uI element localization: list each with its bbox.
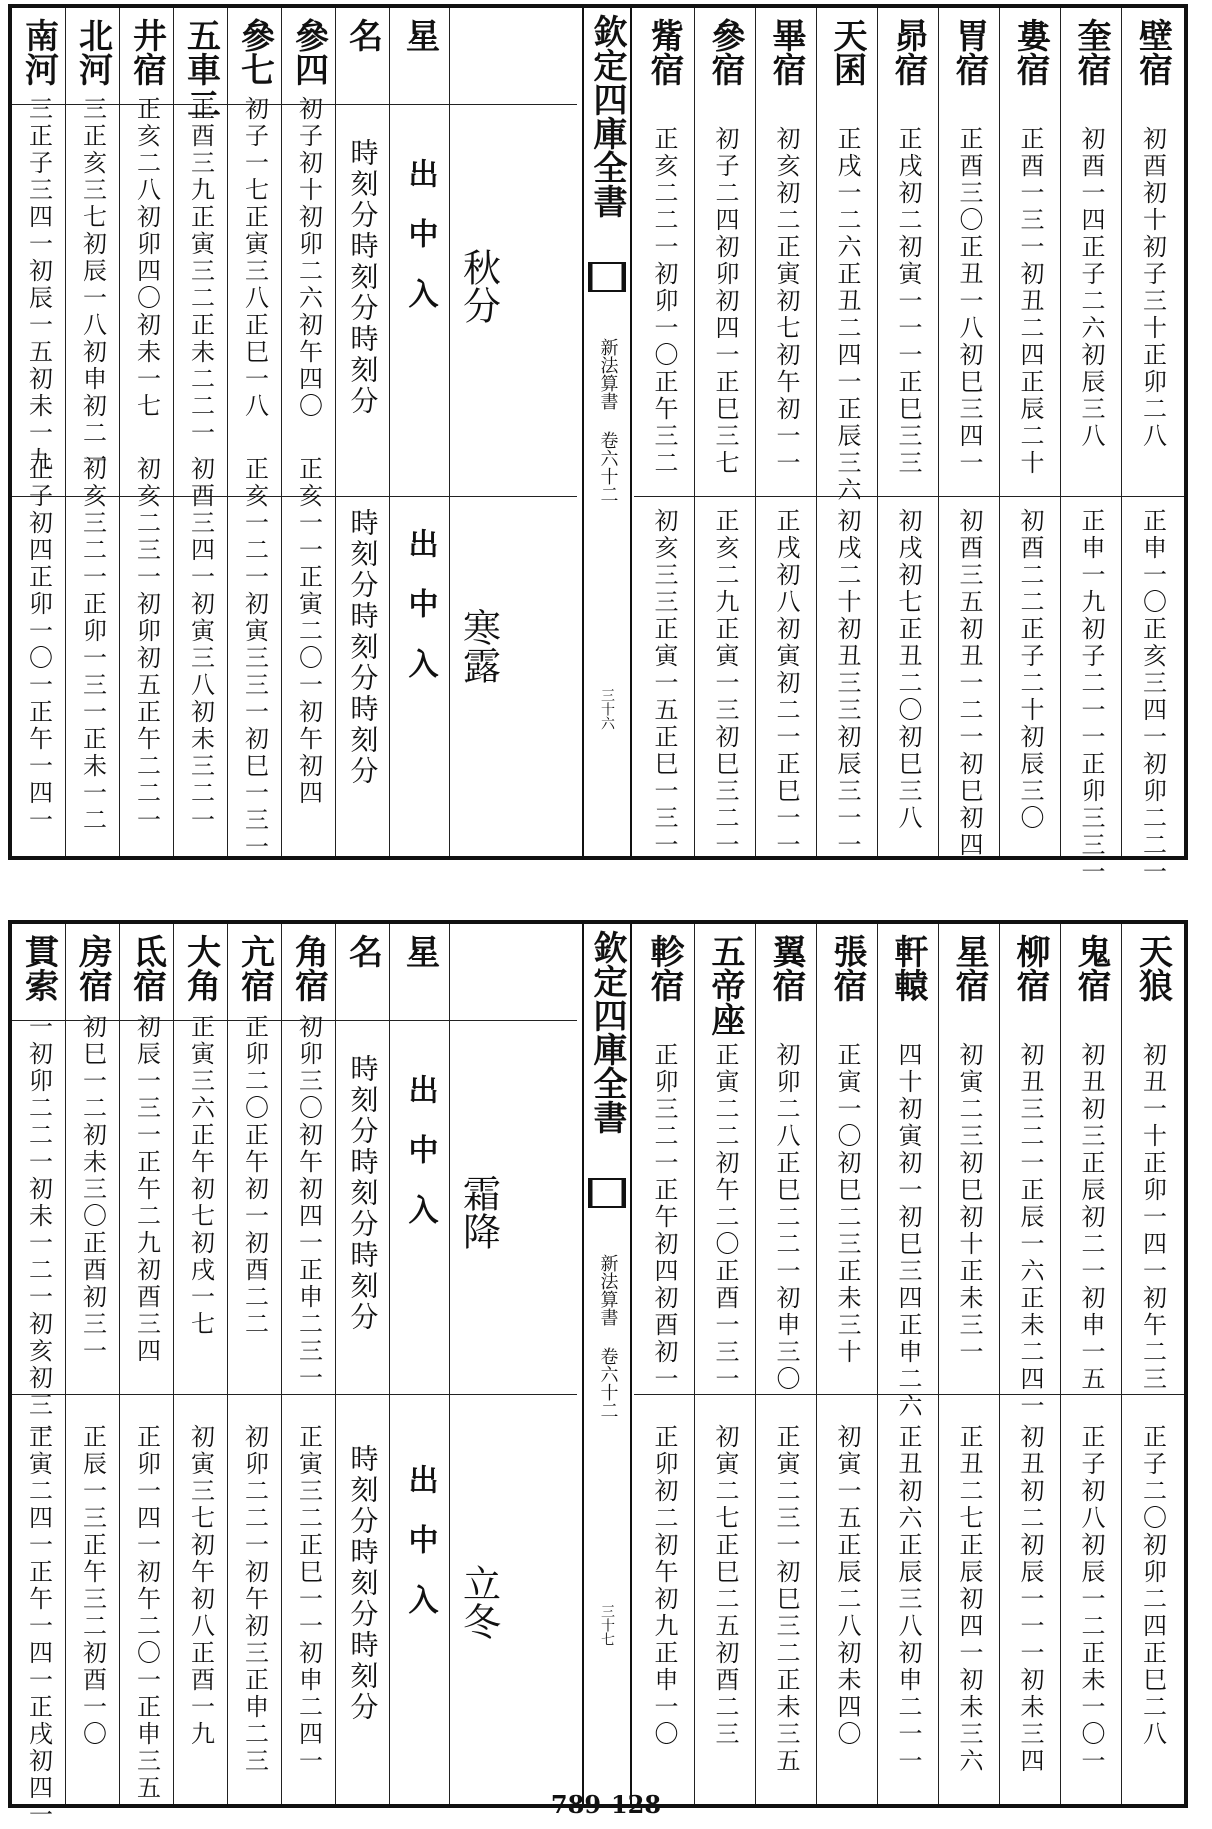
star-values-top: 一初卯二二一初未一二一初亥初三一 — [24, 1014, 53, 1446]
star-values-bottom: 初亥三三正寅一五正巳一三一 — [650, 508, 678, 859]
star-column — [12, 924, 66, 1829]
star-values-bottom: 初戌二十初丑三三初辰三一一 — [833, 508, 861, 859]
star-values-bottom: 正子二〇初卯二四正巳二八 — [1138, 1424, 1167, 1748]
star-column — [1061, 8, 1122, 886]
star-values-bottom: 正寅二三一初巳三二正未三五 — [772, 1424, 800, 1775]
book-spine — [582, 924, 632, 1804]
star-name: 參七 — [234, 18, 275, 86]
star-name: 參宿 — [705, 18, 745, 86]
star-name: 軒轅 — [888, 934, 928, 1002]
solar-term-b: 立冬 — [456, 1564, 501, 1640]
star-values-bottom: 初酉三四一初寅三八初未三二一 — [186, 456, 215, 834]
star-values-top: 正酉三九正寅三二正未二二一 — [186, 96, 215, 447]
unit-header-bottom: 時刻分時刻分時刻分 — [346, 1444, 380, 1723]
star-values-top: 正戌一二六正丑二四一正辰三六 — [833, 126, 861, 504]
star-values-bottom: 正丑二七正辰初四一初未三六 — [955, 1424, 983, 1775]
star-values-bottom: 初寅三七初午初八正酉一九 — [186, 1424, 215, 1748]
star-column — [12, 8, 66, 856]
star-values-bottom: 正亥二九正寅一三初巳三二一 — [711, 508, 739, 859]
star-column — [174, 924, 228, 1804]
star-values-top: 初丑初三正辰初二一初申一五 — [1077, 1042, 1105, 1393]
bottom-left-page — [12, 924, 577, 1829]
solar-term-b: 寒露 — [456, 608, 501, 684]
star-values-top: 正酉三〇正丑一八初巳三四一 — [955, 126, 983, 477]
middle-rule — [634, 496, 1184, 497]
star-values-top: 正戌初二初寅一一一正巳三三 — [894, 126, 922, 477]
star-values-bottom: 正申一〇正亥三四一初卯二二一 — [1138, 508, 1167, 886]
star-values-bottom: 初丑初二初辰一一一初未三四 — [1016, 1424, 1044, 1775]
star-values-bottom: 正卯一四一初午二〇一正申三五 — [132, 1424, 161, 1802]
star-values-top: 正寅一〇初巳二三正未三十 — [833, 1042, 861, 1366]
rise-culm-set-bottom: 出 中 入 — [402, 1464, 438, 1614]
star-values-top: 正寅三六正午初七初戌一七 — [186, 1014, 215, 1338]
star-name: 觜宿 — [644, 18, 684, 86]
star-name: 張宿 — [827, 934, 867, 1002]
star-values-bottom: 正卯初二初午初九正申一〇 — [650, 1424, 678, 1748]
star-name: 鬼宿 — [1071, 934, 1111, 1002]
star-column — [228, 8, 282, 861]
fish-tail-ornament — [588, 1178, 626, 1208]
star-values-top: 四十初寅初一初巳三四正申二六 — [894, 1042, 922, 1420]
star-values-bottom: 初寅二七正巳二五初酉二三 — [711, 1424, 739, 1748]
star-column — [878, 8, 939, 856]
bottom-right-page — [634, 924, 1184, 1804]
star-name: 壁宿 — [1132, 18, 1173, 86]
star-values-top: 三正子三四一初辰一五初未一九 — [24, 96, 53, 474]
header-column — [336, 924, 390, 1804]
star-label-column — [390, 8, 450, 856]
solar-term-column — [450, 924, 508, 1804]
star-label: 星 — [399, 18, 440, 52]
star-values-top: 正卯三二一正午初四初酉初一 — [650, 1042, 678, 1393]
star-values-top: 正亥二八初卯四〇初未一七 — [132, 96, 161, 420]
star-values-top: 正寅二二初午二〇正酉一三一 — [711, 1042, 739, 1393]
top-right-page — [634, 8, 1184, 886]
star-column — [1122, 8, 1183, 886]
star-name: 昴宿 — [888, 18, 928, 86]
star-column — [695, 924, 756, 1804]
star-values-bottom: 正亥一一正寅二〇一初午初四 — [294, 456, 323, 807]
star-values-top: 初丑三二一正辰一六正未二四一 — [1016, 1042, 1044, 1420]
star-label-column — [390, 924, 450, 1804]
star-column — [939, 924, 1000, 1804]
star-values-bottom: 初亥三二一正卯一三一正未一二 — [78, 456, 107, 834]
header-column — [336, 8, 390, 856]
star-values-bottom: 正子初四正卯一〇一正午一四一 — [24, 456, 53, 834]
star-values-bottom: 正亥一二一初寅三三一初巳一三一 — [240, 456, 269, 861]
book-subtitle: 新法算書 卷六十二 — [597, 1254, 619, 1419]
star-label: 星 — [399, 934, 440, 968]
star-name: 天狼 — [1132, 934, 1173, 1002]
unit-header-bottom: 時刻分時刻分時刻分 — [346, 508, 380, 787]
star-values-top: 正亥二二一初卯一〇正午三二 — [650, 126, 678, 477]
star-column — [756, 924, 817, 1804]
star-values-bottom: 初卯二二一初午初三正申二三 — [240, 1424, 269, 1775]
rise-culm-set-top: 出 中 入 — [402, 1074, 438, 1224]
star-values-top: 初子初十初卯二六初午四〇 — [294, 96, 323, 420]
star-column — [174, 8, 228, 856]
star-name: 井宿 — [126, 18, 167, 86]
star-column — [66, 8, 120, 856]
star-column — [634, 8, 695, 859]
star-column — [228, 924, 282, 1804]
star-name: 婁宿 — [1010, 18, 1050, 86]
star-name: 角宿 — [288, 934, 329, 1002]
star-name: 軫宿 — [644, 934, 684, 1002]
star-name: 貫索 — [18, 934, 59, 1002]
star-values-top: 初卯三〇初午初四一正申二三一 — [294, 1014, 323, 1392]
star-values-top: 初酉初十初子三十正卯二八 — [1138, 126, 1167, 450]
top-left-page — [12, 8, 577, 861]
star-values-bottom: 正辰一三正午三二初酉一〇 — [78, 1424, 107, 1748]
star-values-top: 初卯二八正巳二二一初申三〇 — [772, 1042, 800, 1393]
unit-header-top: 時刻分時刻分時刻分 — [346, 138, 380, 417]
star-values-bottom: 正申一九初子二一一正卯三三一 — [1077, 508, 1105, 886]
star-column — [756, 8, 817, 859]
leaf-number: 三十六 — [599, 688, 615, 730]
star-name: 氐宿 — [126, 934, 167, 1002]
header-rule — [12, 104, 577, 105]
star-values-top: 初子二四初卯初四一正巳三七 — [711, 126, 739, 477]
star-values-top: 初辰一三一正午二九初酉三四 — [132, 1014, 161, 1365]
solar-term-a: 秋分 — [456, 248, 501, 324]
star-values-bottom: 正丑初六正辰三八初申二一一 — [894, 1424, 922, 1775]
star-name: 房宿 — [72, 934, 113, 1002]
star-column — [695, 8, 756, 859]
star-column — [1061, 924, 1122, 1804]
star-name: 翼宿 — [766, 934, 806, 1002]
star-column — [282, 8, 336, 856]
star-name: 星宿 — [949, 934, 989, 1002]
leaf-number: 三十七 — [599, 1604, 615, 1646]
star-name: 亢宿 — [234, 934, 275, 1002]
star-name: 參四 — [288, 18, 329, 86]
star-column — [1000, 8, 1061, 856]
middle-rule — [12, 496, 577, 497]
star-values-top: 初亥初二正寅初七初午初一一 — [772, 126, 800, 477]
star-name: 奎宿 — [1071, 18, 1111, 86]
star-values-bottom: 正寅三二正巳一一初申二四一 — [294, 1424, 323, 1775]
star-values-bottom: 正寅二四一正午一四一正戌初四一 — [24, 1424, 53, 1829]
star-column — [878, 924, 939, 1804]
star-name: 五帝座 — [705, 934, 745, 1036]
star-values-bottom: 正子初八初辰一二正未一〇一 — [1077, 1424, 1105, 1775]
star-values-top: 三正亥三七初辰一八初申初二一 — [78, 96, 107, 474]
star-column — [1122, 924, 1183, 1804]
book-spine — [582, 8, 632, 856]
star-name: 畢宿 — [766, 18, 806, 86]
star-values-top: 初丑一十正卯一四一初午二三 — [1138, 1042, 1167, 1393]
star-column — [282, 924, 336, 1804]
star-values-top: 初酉一四正子二六初辰三八 — [1077, 126, 1105, 450]
star-values-top: 初子一七正寅三八正巳一八 — [240, 96, 269, 420]
star-values-top: 初寅二三初巳初十正未三一 — [955, 1042, 983, 1366]
book-title: 欽定四庫全書 — [587, 14, 627, 218]
book-subtitle: 新法算書 卷六十二 — [597, 338, 619, 503]
star-values-bottom: 初寅一五正辰二八初未四〇 — [833, 1424, 861, 1748]
star-values-top: 正酉一三一初丑二四正辰二十 — [1016, 126, 1044, 477]
star-values-bottom: 初亥二三一初卯初五正午二二一 — [132, 456, 161, 834]
star-column — [817, 924, 878, 1804]
star-name: 南河 — [18, 18, 59, 86]
star-column — [120, 924, 174, 1804]
star-values-bottom: 初戌初七正丑二〇初巳三八 — [894, 508, 922, 832]
star-column — [1000, 924, 1061, 1804]
star-values-bottom: 初酉三五初丑一二一初巳初四 — [955, 508, 983, 859]
book-title: 欽定四庫全書 — [587, 930, 627, 1134]
star-name: 大角 — [180, 934, 221, 1002]
name-header: 名 — [342, 18, 383, 52]
middle-rule — [634, 1394, 1184, 1395]
star-values-top: 正卯二〇正午初一初酉二二 — [240, 1014, 269, 1338]
fish-tail-ornament — [588, 262, 626, 292]
header-rule — [12, 1020, 577, 1021]
name-header: 名 — [342, 934, 383, 968]
page-number: 789-128 — [550, 1790, 662, 1819]
star-name: 五車二 — [180, 18, 221, 120]
star-column — [634, 924, 695, 1804]
solar-term-column — [450, 8, 508, 856]
star-column — [817, 8, 878, 859]
top-table-panel — [8, 4, 1188, 886]
star-values-bottom: 正戌初八初寅初二一正巳一一 — [772, 508, 800, 859]
star-values-top: 初巳一二初未三〇正酉初三一 — [78, 1014, 107, 1365]
star-column — [939, 8, 1000, 859]
star-column — [66, 924, 120, 1804]
unit-header-top: 時刻分時刻分時刻分 — [346, 1054, 380, 1333]
rise-culm-set-top: 出 中 入 — [402, 158, 438, 308]
star-name: 北河 — [72, 18, 113, 86]
star-name: 胃宿 — [949, 18, 989, 86]
solar-term-a: 霜降 — [456, 1174, 501, 1250]
rise-culm-set-bottom: 出 中 入 — [402, 528, 438, 678]
star-name: 天囷 — [827, 18, 867, 86]
star-name: 柳宿 — [1010, 934, 1050, 1002]
star-values-bottom: 初酉二二正子二十初辰三〇 — [1016, 508, 1044, 832]
middle-rule — [12, 1394, 577, 1395]
star-column — [120, 8, 174, 856]
bottom-table-panel — [8, 920, 1188, 1829]
